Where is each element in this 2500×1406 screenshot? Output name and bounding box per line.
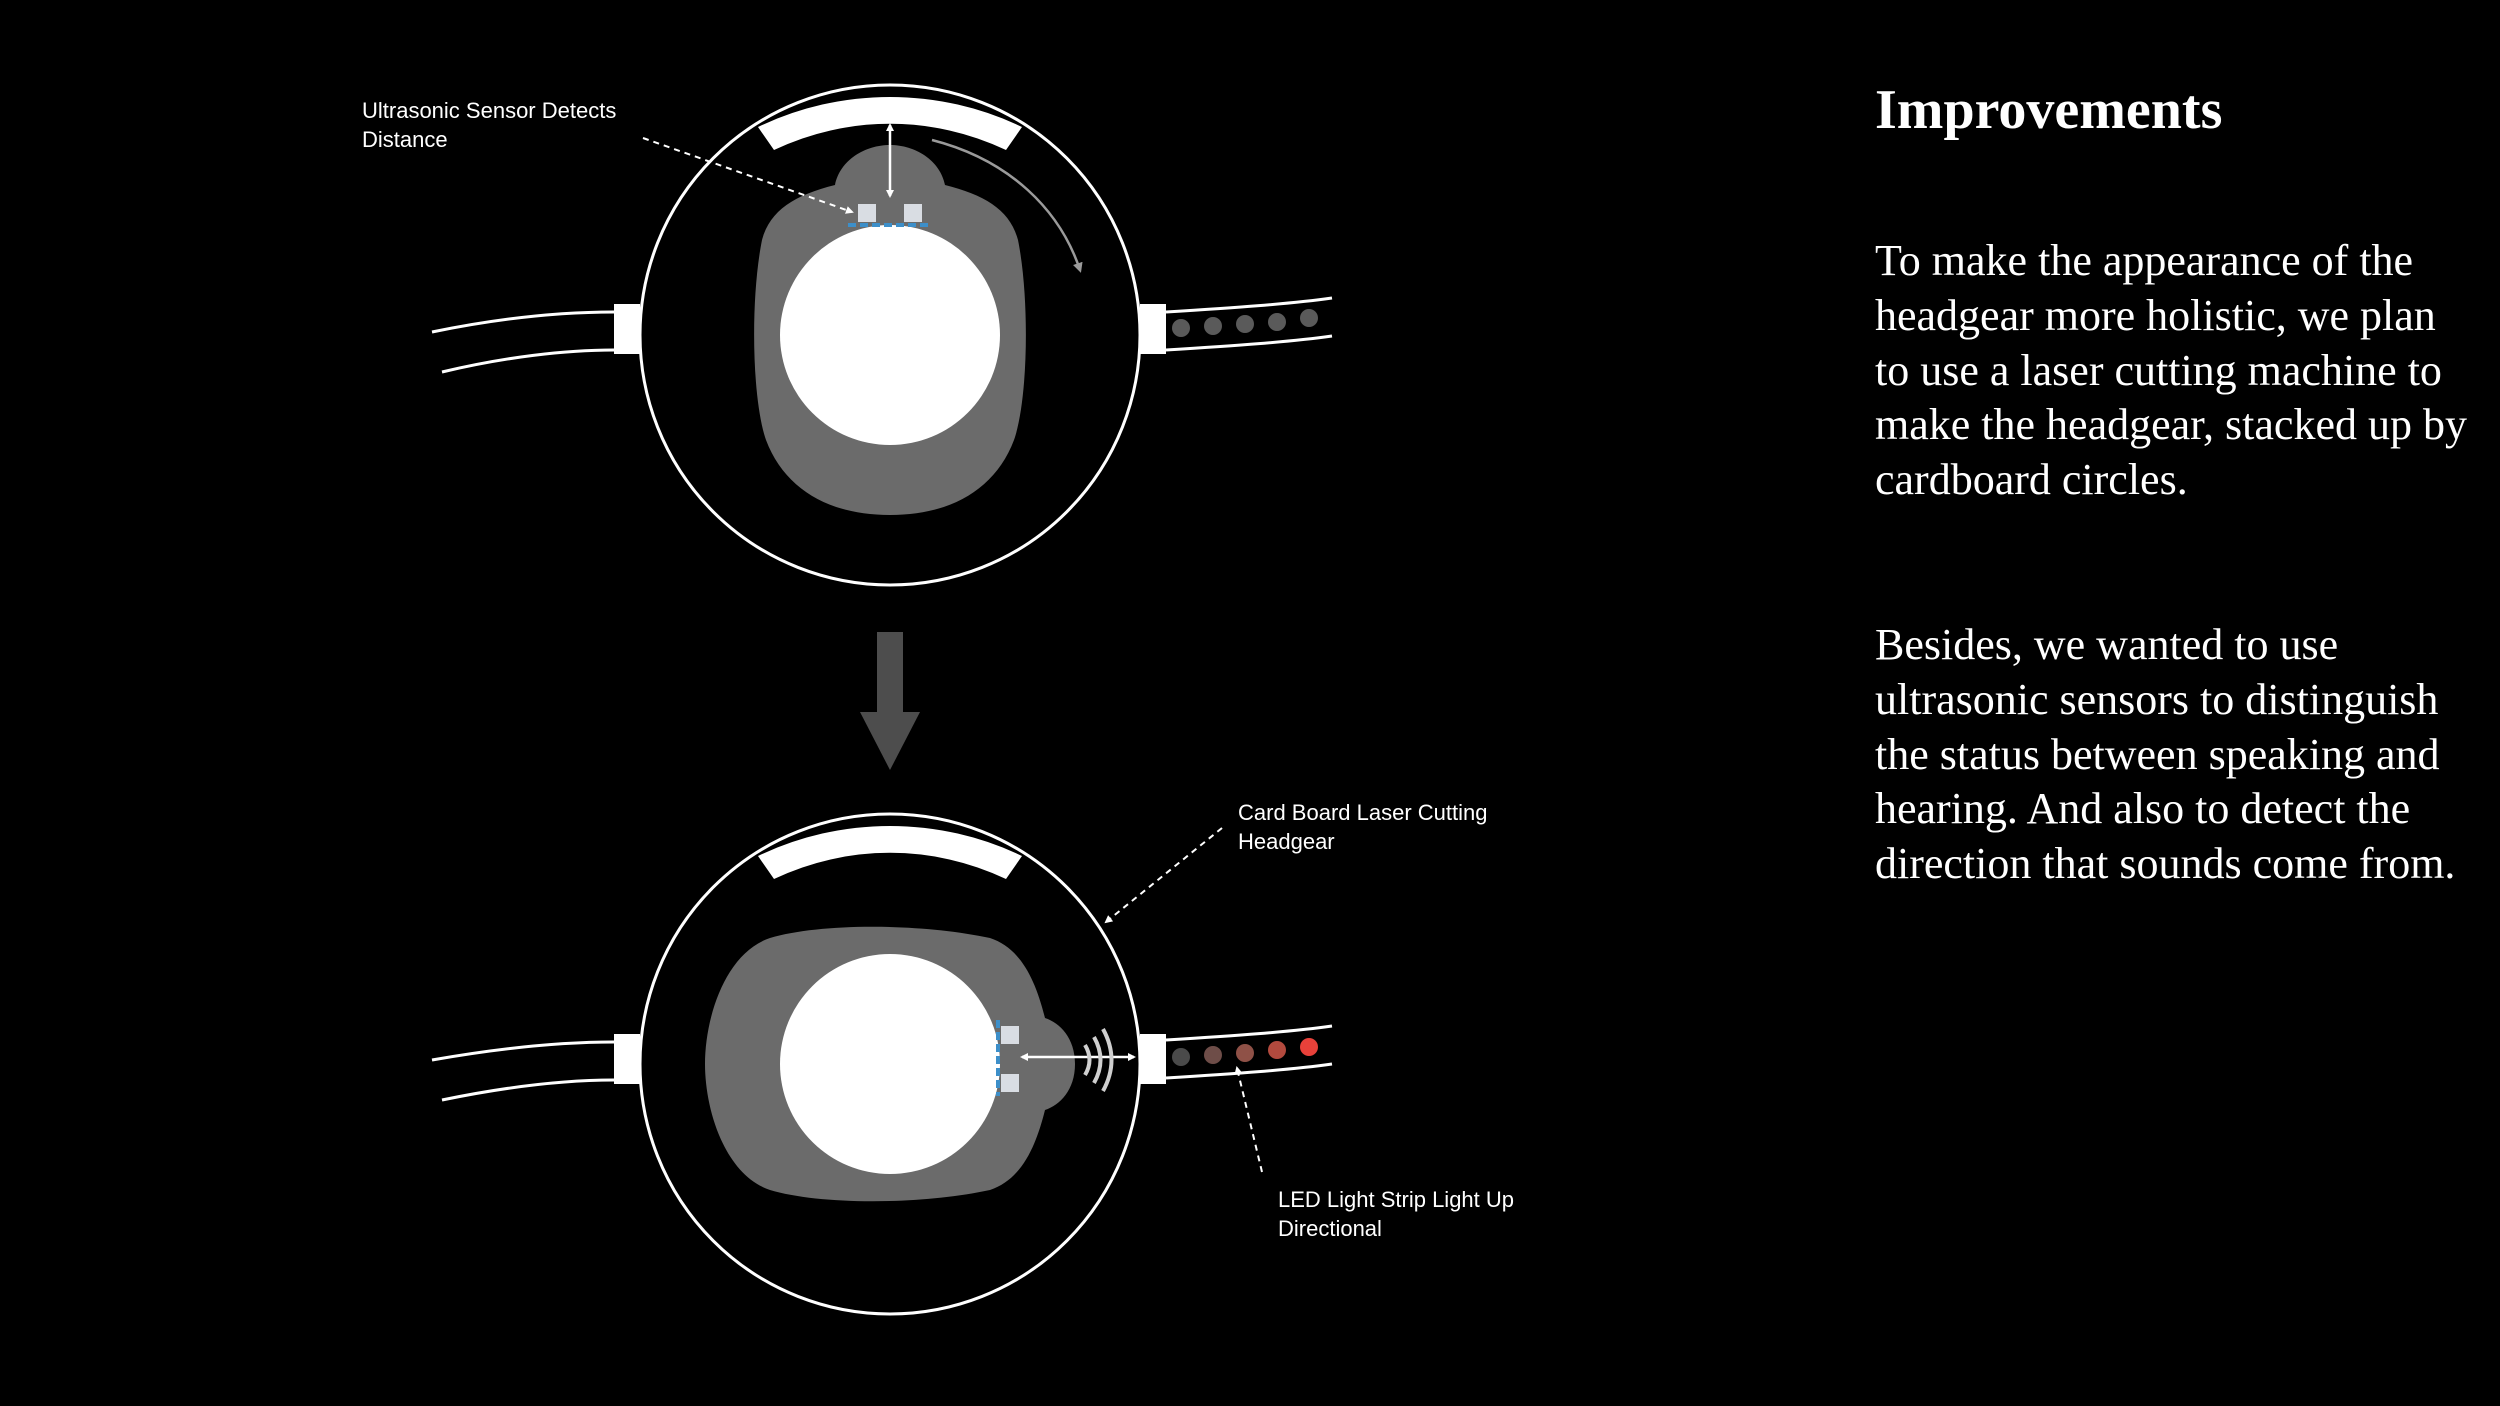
ultrasonic-sensor xyxy=(1001,1026,1019,1044)
led xyxy=(1204,1046,1222,1064)
inner-head-circle xyxy=(780,954,1000,1174)
page-title: Improvements xyxy=(1875,79,2223,141)
ultrasonic-sensor-label xyxy=(362,96,616,154)
led xyxy=(1268,1041,1286,1059)
bottom-headgear xyxy=(432,814,1332,1314)
left-band-wire xyxy=(442,350,614,372)
cardboard-leader-line xyxy=(1106,828,1222,922)
left-band-wire xyxy=(432,312,614,332)
left-band-wire xyxy=(432,1042,614,1060)
led xyxy=(1204,317,1222,335)
led xyxy=(1268,313,1286,331)
label-line: Ultrasonic Sensor Detects xyxy=(362,98,617,123)
cardboard-headgear-label xyxy=(1238,798,1487,856)
ultrasonic-leader-line xyxy=(643,138,852,212)
headgear-top-band xyxy=(758,826,1022,879)
left-connector xyxy=(614,1034,640,1084)
left-band-wire xyxy=(442,1080,614,1100)
ultrasonic-sensor xyxy=(858,204,876,222)
right-band-wire xyxy=(1166,1064,1332,1078)
led-leader-line xyxy=(1237,1068,1262,1172)
right-connector xyxy=(1140,1034,1166,1084)
label-line: Card Board Laser Cutting xyxy=(1238,800,1488,825)
top-headgear xyxy=(432,85,1332,585)
ultrasonic-sensor xyxy=(1001,1074,1019,1092)
led-strip-label xyxy=(1278,1185,1514,1243)
led xyxy=(1172,319,1190,337)
right-band-wire xyxy=(1166,1026,1332,1040)
inner-head-circle xyxy=(780,225,1000,445)
left-connector xyxy=(614,304,640,354)
improvements-paragraph-1: To make the appearance of the headgear more holistic, we plan to use a laser cutting machine to make the headgear, stacked up by cardboard circles. xyxy=(1875,236,2467,505)
down-arrow xyxy=(860,632,920,770)
led xyxy=(1300,309,1318,327)
ultrasonic-sensor xyxy=(904,204,922,222)
right-connector xyxy=(1140,304,1166,354)
led xyxy=(1236,315,1254,333)
led xyxy=(1236,1044,1254,1062)
label-line: Headgear xyxy=(1238,829,1335,854)
led-strip-off xyxy=(1172,309,1318,337)
label-line: Directional xyxy=(1278,1216,1382,1241)
right-band-wire xyxy=(1166,336,1332,350)
label-line: Distance xyxy=(362,127,448,152)
led xyxy=(1172,1048,1190,1066)
improvements-paragraph-2: Besides, we wanted to use ultrasonic sensors to distinguish the status between speaking and hearing. And also to detect the direction that sounds come from. xyxy=(1875,620,2456,889)
led xyxy=(1300,1038,1318,1056)
sound-waves xyxy=(1085,1029,1112,1091)
led-strip-lit xyxy=(1172,1038,1318,1066)
label-line: LED Light Strip Light Up xyxy=(1278,1187,1515,1212)
